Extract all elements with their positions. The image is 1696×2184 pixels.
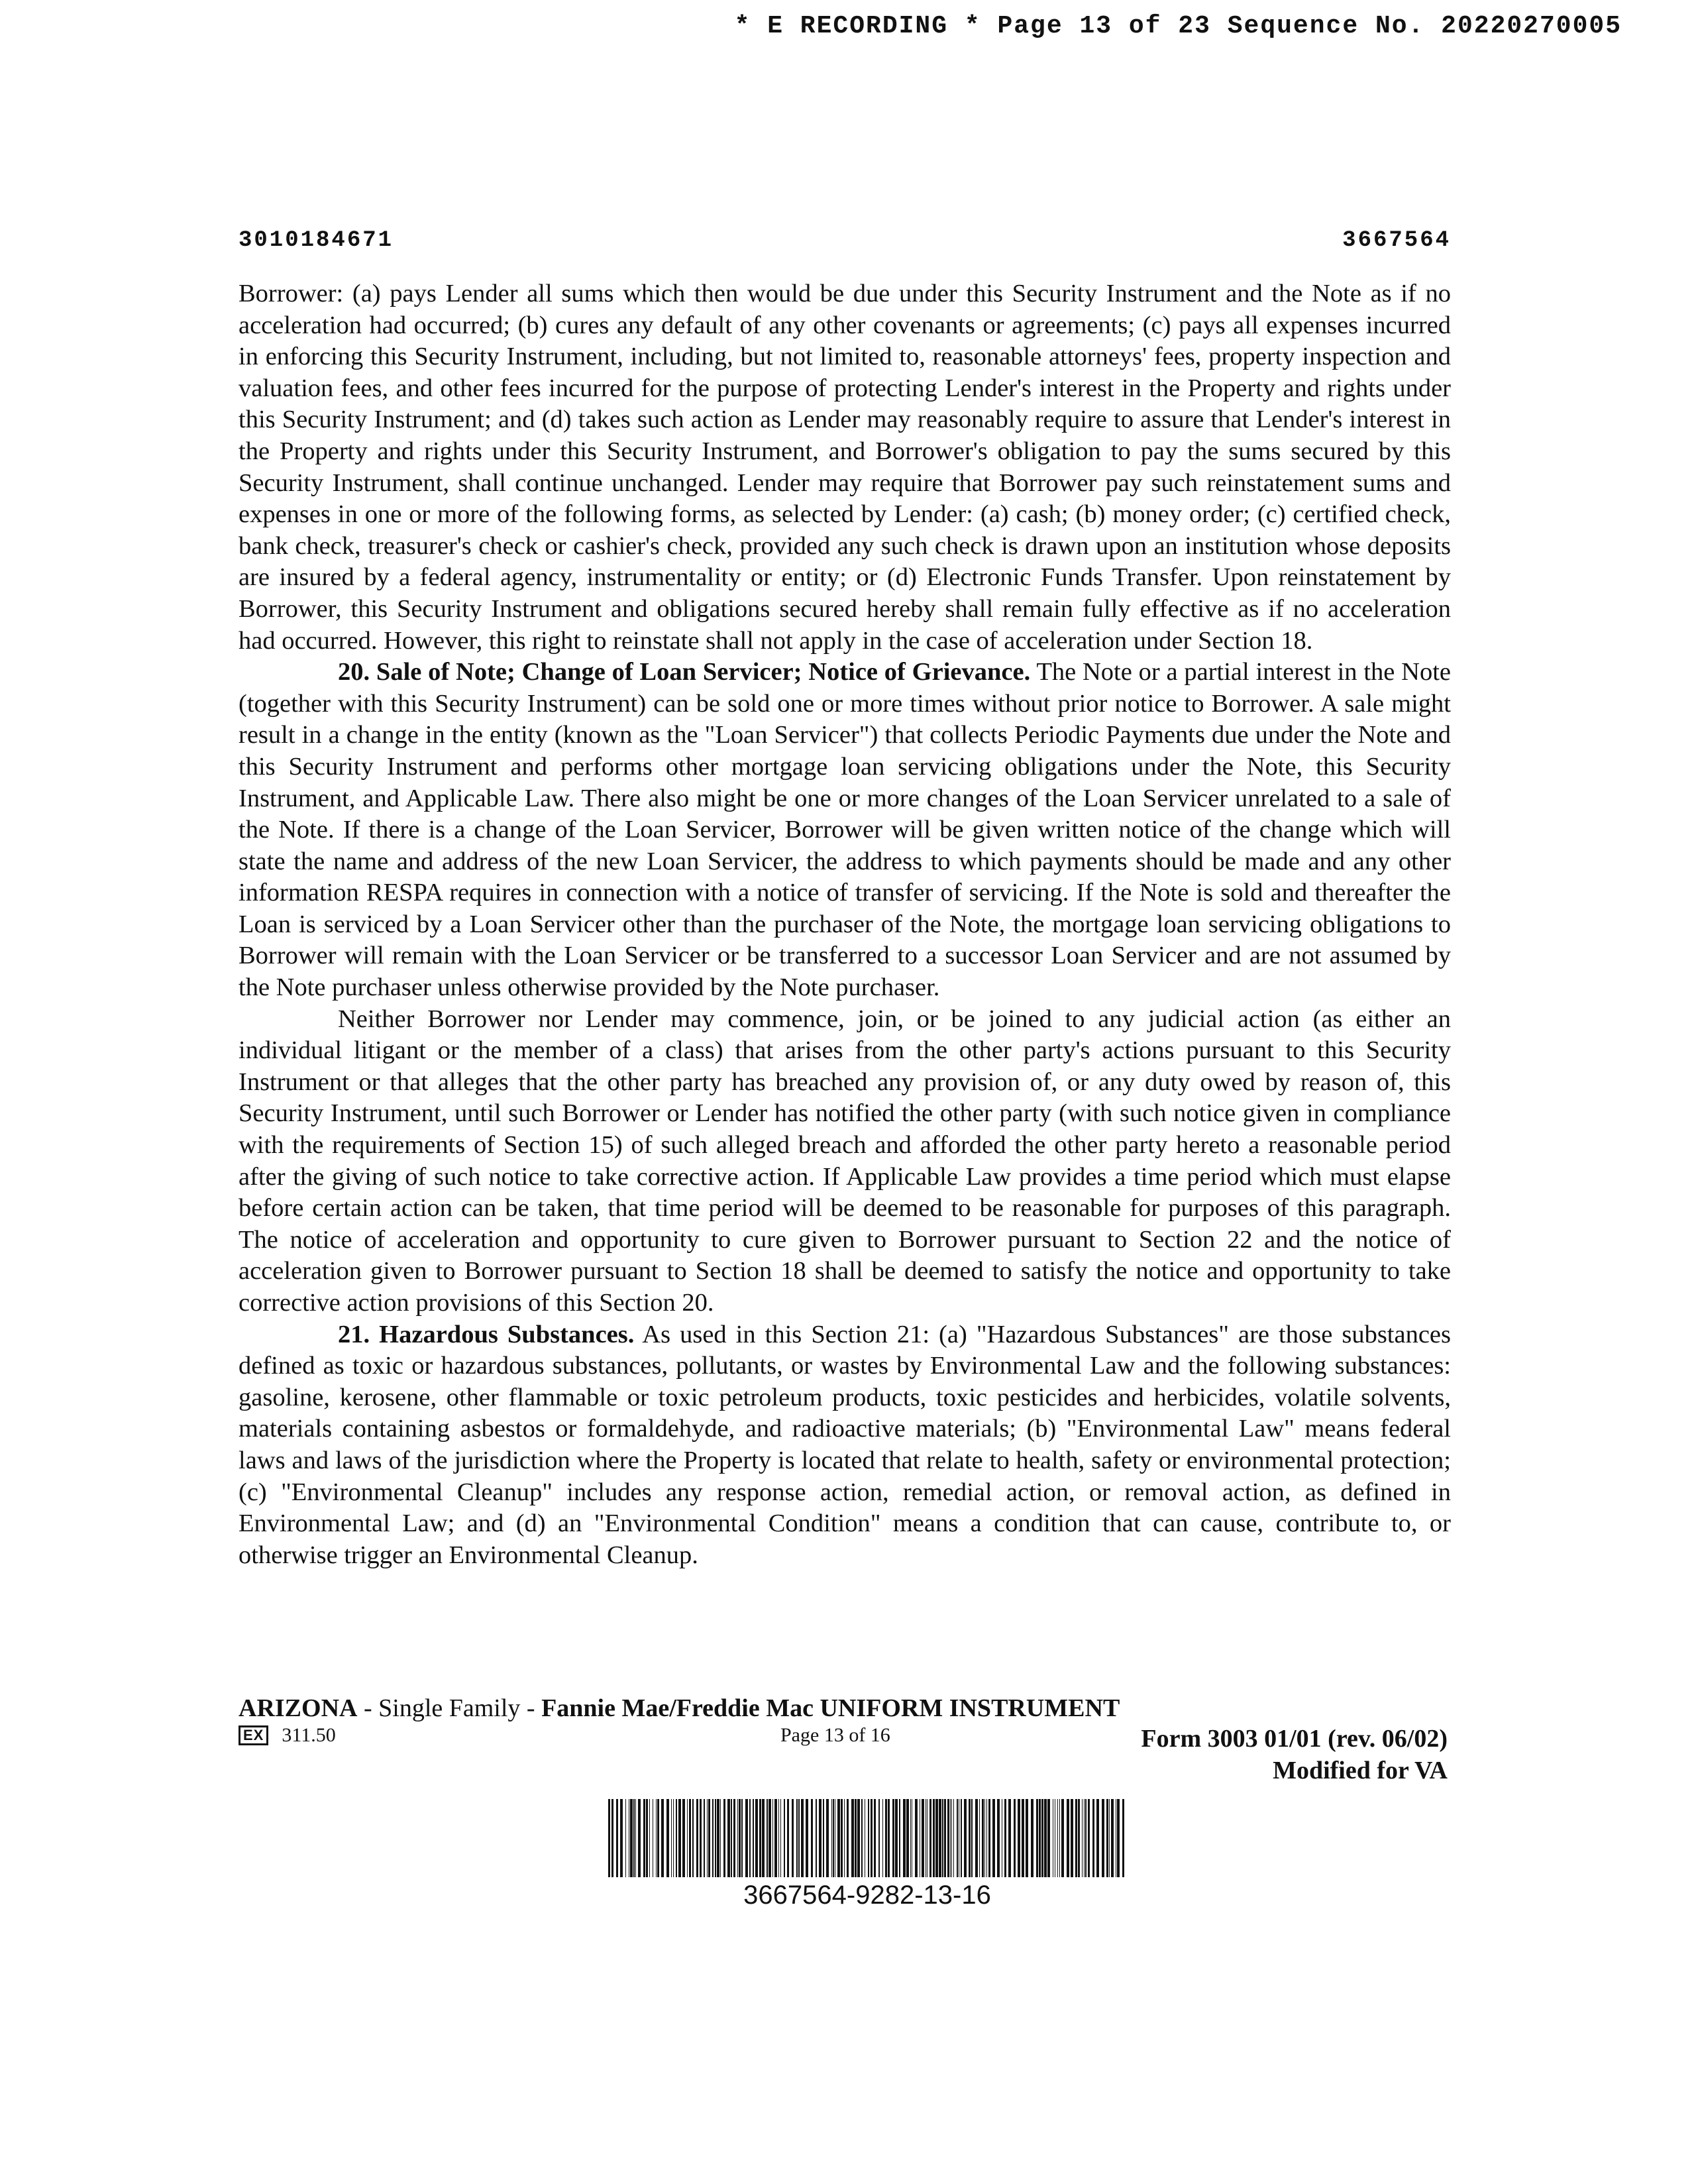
barcode-bar	[780, 1799, 781, 1877]
section-20-heading: 20. Sale of Note; Change of Loan Servicer; Notice of Grievance.	[338, 658, 1031, 686]
barcode-bar	[857, 1799, 860, 1877]
barcode-bar	[608, 1799, 610, 1877]
paragraph-reinstatement: Borrower: (a) pays Lender all sums which then would be due under this Security Instrument and the Note as if no acceleration had occurred; (b) cures any default of any other covenants or agreements; (c) pays all expenses incurred in enforcing this Security Instrument, including, but not limited to, reasonable attorneys' fees, property inspection and valuation fees, and other fees incurred for the purpose of protecting Lender's interest in the Property and rights under this Security Instrument; and (d) takes such action as Lender may reasonably require to assure that Lender's interest in the Property and rights under this Security Instrument, and Borrower's obligation to pay the sums secured by this Security Instrument, shall continue unchanged. Lender may require that Borrower pay such reinstatement sums and expenses in one or more of the following forms, as selected by Lender: (a) cash; (b) money order; (c) certified check, bank check, treasurer's check or cashier's check, provided any such check is drawn upon an institution whose deposits are insured by a federal agency, instrumentality or entity; or (d) Electronic Funds Transfer. Upon reinstatement by Borrower, this Security Instrument and obligations secured hereby shall remain fully effective as if no acceleration had occurred. However, this right to reinstate shall not apply in the case of acceleration under Section 18.	[238, 280, 1451, 655]
barcode-bar	[1014, 1799, 1016, 1877]
barcode-bar	[823, 1799, 824, 1877]
barcode-bar	[979, 1799, 980, 1877]
footer-separator: - Single Family -	[357, 1694, 542, 1722]
barcode-bar	[715, 1799, 716, 1877]
barcode-bar	[1096, 1799, 1099, 1877]
barcode-bar	[837, 1799, 840, 1877]
document-number: 3667564	[1342, 228, 1451, 253]
barcode-bar	[988, 1799, 990, 1877]
barcode-bar	[986, 1799, 987, 1877]
barcode-bar	[1088, 1799, 1090, 1877]
barcode-bar	[1026, 1799, 1028, 1877]
barcode-bar	[878, 1799, 880, 1877]
barcode-bar	[1084, 1799, 1085, 1877]
barcode-bar	[899, 1799, 900, 1877]
barcode-bar	[657, 1799, 659, 1877]
barcode-bar	[953, 1799, 954, 1877]
barcode-bar	[625, 1799, 626, 1877]
footer-form-info	[1141, 1723, 1448, 1786]
barcode-bar	[767, 1799, 768, 1877]
barcode-bar	[892, 1799, 894, 1877]
barcode-bar	[1008, 1799, 1011, 1877]
barcode-bar	[1082, 1799, 1083, 1877]
loan-number: 3010184671	[238, 228, 394, 253]
section-21	[238, 1319, 1451, 1572]
barcode-bar	[720, 1799, 721, 1877]
barcode-bar	[826, 1799, 829, 1877]
barcode-bar	[997, 1799, 1000, 1877]
barcode-bar	[841, 1799, 843, 1877]
barcode-bar	[939, 1799, 941, 1877]
barcode-bar	[1061, 1799, 1064, 1877]
section-20-text: The Note or a partial interest in the Note (together with this Security Instrument) can be sold one or more times without prior notice to Borrower. A sale might result in a change in the entity (known as the "Loan Servicer") that collects Periodic Payments due under the Note and this Security Instrument and performs other mortgage loan servicing obligations under the Note, this Security Instrument, and Applicable Law. There also might be one or more changes of the Loan Servicer unrelated to a sale of the Note. If there is a change of the Loan Servicer, Borrower will be given written notice of the change which will state the name and address of the new Loan Servicer, the address to which payments should be made and any other information RESPA requires in connection with a notice of transfer of servicing. If the Note is sold and thereafter the Loan is serviced by a Loan Servicer other than the purchaser of the Note, the mortgage loan servicing obligations to Borrower will remain with the Loan Servicer or be transferred to a successor Loan Servicer and are not assumed by the Note purchaser unless otherwise provided by the Note purchaser.	[238, 658, 1451, 1002]
barcode-bar	[984, 1799, 985, 1877]
barcode-bar	[942, 1799, 943, 1877]
section-20	[238, 657, 1451, 1004]
barcode-bar	[1117, 1799, 1120, 1877]
barcode-bar	[951, 1799, 952, 1877]
barcode-bar	[903, 1799, 906, 1877]
barcode-bar	[762, 1799, 765, 1877]
barcode-bar	[643, 1799, 645, 1877]
barcode-bar	[922, 1799, 924, 1877]
barcode-bar	[927, 1799, 928, 1877]
barcode-bar	[784, 1799, 785, 1877]
barcode-bar	[739, 1799, 741, 1877]
barcode-bar	[844, 1799, 845, 1877]
barcode-bar	[733, 1799, 735, 1877]
barcode-bar	[957, 1799, 958, 1877]
barcode-bar	[982, 1799, 984, 1877]
barcode-bar	[774, 1799, 777, 1877]
barcode-bar	[874, 1799, 876, 1877]
footer-form-number: Form 3003 01/01 (rev. 06/02)	[1141, 1725, 1448, 1753]
footer-form-code: 311.50	[282, 1724, 336, 1746]
barcode-bar	[1109, 1799, 1110, 1877]
barcode-bar	[947, 1799, 949, 1877]
barcode-bar	[704, 1799, 705, 1877]
barcode-bar	[676, 1799, 677, 1877]
barcode-bar	[861, 1799, 863, 1877]
barcode-bar	[975, 1799, 978, 1877]
barcode-bar	[635, 1799, 636, 1877]
barcode-bar	[1075, 1799, 1077, 1877]
barcode-bar	[616, 1799, 618, 1877]
barcode-bar	[661, 1799, 664, 1877]
barcode-bar	[1111, 1799, 1114, 1877]
barcode-bar	[888, 1799, 890, 1877]
barcode-bar	[1031, 1799, 1034, 1877]
barcode-bar	[833, 1799, 834, 1877]
barcode-bar	[950, 1799, 951, 1877]
barcode-bar	[678, 1799, 681, 1877]
barcode-bar	[895, 1799, 898, 1877]
barcode-bar	[646, 1799, 648, 1877]
barcode-bar	[910, 1799, 911, 1877]
barcode-bar	[1018, 1799, 1020, 1877]
barcode-bar	[816, 1799, 817, 1877]
barcode-bar	[712, 1799, 714, 1877]
barcode-bar	[1078, 1799, 1080, 1877]
barcode-bar	[885, 1799, 887, 1877]
barcode-bar	[1102, 1799, 1104, 1877]
barcode-bar	[620, 1799, 623, 1877]
barcode-bar	[755, 1799, 758, 1877]
footer-code	[238, 1724, 336, 1747]
recording-header: * E RECORDING * Page 13 of 23 Sequence No. 20220270005	[734, 12, 1622, 40]
barcode-bar	[969, 1799, 971, 1877]
barcode-bar	[768, 1799, 771, 1877]
barcode-bar	[1092, 1799, 1094, 1877]
barcode-bar	[1039, 1799, 1041, 1877]
section-21-text: As used in this Section 21: (a) "Hazardous Substances" are those substances defined as toxic or hazardous substances, pollutants, or wastes by Environmental Law and the following substances: gasoline, kerosene, other flammable or toxic petroleum products, toxic pesticides and herbicides, volatile solvents, materials containing asbestos or formaldehyde, and radioactive materials; (b) "Environmental Law" means federal laws and laws of the jurisdiction where the Property is located that relate to health, safety or environmental protection; (c) "Environmental Cleanup" includes any response action, remedial action, or removal action, as defined in Environmental Law; and (d) an "Environmental Condition" means a condition that can cause, contribute to, or otherwise trigger an Environmental Cleanup.	[238, 1320, 1451, 1569]
barcode-bar	[772, 1799, 773, 1877]
barcode-bar	[847, 1799, 849, 1877]
barcode-bar	[1071, 1799, 1073, 1877]
barcode-bar	[787, 1799, 789, 1877]
barcode-bar	[708, 1799, 710, 1877]
barcode-bar	[723, 1799, 725, 1877]
section-21-heading: 21. Hazardous Substances.	[338, 1320, 635, 1348]
footer-state: ARIZONA	[238, 1694, 358, 1722]
barcode-bar	[696, 1799, 698, 1877]
footer-page-number: Page 13 of 16	[780, 1724, 890, 1746]
barcode-bar	[851, 1799, 854, 1877]
barcode-bar	[778, 1799, 779, 1877]
footer-modified: Modified for VA	[1273, 1757, 1448, 1784]
barcode-bar	[871, 1799, 873, 1877]
barcode-bar	[1041, 1799, 1043, 1877]
barcode-bar	[649, 1799, 650, 1877]
barcode-bar	[745, 1799, 748, 1877]
barcode-bar	[882, 1799, 883, 1877]
barcode-bar	[638, 1799, 641, 1877]
barcode-bar	[682, 1799, 685, 1877]
barcode-bar	[707, 1799, 708, 1877]
barcode-bar	[689, 1799, 691, 1877]
barcode-bar	[1022, 1799, 1024, 1877]
barcode-bar	[633, 1799, 635, 1877]
barcode-bar	[944, 1799, 946, 1877]
barcode-bar	[1004, 1799, 1006, 1877]
barcode-bar	[741, 1799, 743, 1877]
ex-logo-icon: EX	[238, 1725, 268, 1745]
barcode-bar	[749, 1799, 751, 1877]
barcode-bar	[992, 1799, 995, 1877]
barcode-bar	[692, 1799, 694, 1877]
barcode-bar	[1057, 1799, 1058, 1877]
barcode-bar	[759, 1799, 761, 1877]
barcode-bar	[687, 1799, 688, 1877]
barcode-bar	[801, 1799, 804, 1877]
barcode-bar	[1044, 1799, 1047, 1877]
barcode-bar	[611, 1799, 613, 1877]
barcode-bar	[1047, 1799, 1050, 1877]
paragraph-judicial-action: Neither Borrower nor Lender may commence, join, or be joined to any judicial action (as either an individual litigant or the member of a class) that arises from the other party's actions pursuant to this Security Instrument or that alleges that the other party has breached any provision of, or any duty owed by reason of, this Security Instrument, until such Borrower or Lender has notified the other party (with such notice given in compliance with the requirements of Section 15) of such alleged breach and afforded the other party hereto a reasonable period after the giving of such notice to take corrective action. If Applicable Law provides a time period which must elapse before certain action can be taken, that time period will be deemed to be reasonable for purposes of this paragraph. The notice of acceleration and opportunity to cure given to Borrower pursuant to Section 22 and the notice of acceleration given to Borrower pursuant to Section 18 shall be deemed to satisfy the notice and opportunity to take corrective action provisions of this Section 20.	[238, 1005, 1451, 1317]
barcode-bar	[964, 1799, 967, 1877]
barcode-bar	[630, 1799, 633, 1877]
barcode-bar	[673, 1799, 674, 1877]
barcode-bar	[753, 1799, 754, 1877]
barcode-bar	[868, 1799, 869, 1877]
barcode-bar	[796, 1799, 798, 1877]
barcode-bar	[929, 1799, 931, 1877]
barcode-bar	[1085, 1799, 1086, 1877]
barcode-bar	[656, 1799, 657, 1877]
barcode-bar	[798, 1799, 800, 1877]
barcode-bar	[819, 1799, 822, 1877]
barcode-bar	[727, 1799, 730, 1877]
barcode-bar	[731, 1799, 732, 1877]
barcode-bar	[906, 1799, 909, 1877]
document-body	[238, 278, 1451, 1571]
barcode-bar	[935, 1799, 938, 1877]
barcode-bar	[811, 1799, 813, 1877]
barcode-image	[608, 1799, 1126, 1877]
barcode-bar	[792, 1799, 794, 1877]
barcode-bar	[1036, 1799, 1038, 1877]
barcode-bar	[666, 1799, 669, 1877]
barcode-bar	[855, 1799, 857, 1877]
barcode-bar	[737, 1799, 738, 1877]
barcode-bar	[1059, 1799, 1060, 1877]
footer-uniform: Fannie Mae/Freddie Mac UNIFORM INSTRUMENT	[541, 1694, 1120, 1722]
barcode-bar	[1106, 1799, 1108, 1877]
barcode-bar	[971, 1799, 973, 1877]
barcode-bar	[1067, 1799, 1069, 1877]
barcode-bar	[700, 1799, 702, 1877]
barcode-bar	[806, 1799, 808, 1877]
barcode-bar	[1122, 1799, 1124, 1877]
barcode-bar	[961, 1799, 962, 1877]
barcode-bar	[933, 1799, 935, 1877]
barcode-bar	[717, 1799, 719, 1877]
footer-instrument-title	[238, 1694, 1120, 1723]
barcode-caption: 3667564-9282-13-16	[743, 1881, 991, 1910]
barcode-bar	[671, 1799, 672, 1877]
barcode-bar	[915, 1799, 918, 1877]
barcode-bar	[831, 1799, 832, 1877]
